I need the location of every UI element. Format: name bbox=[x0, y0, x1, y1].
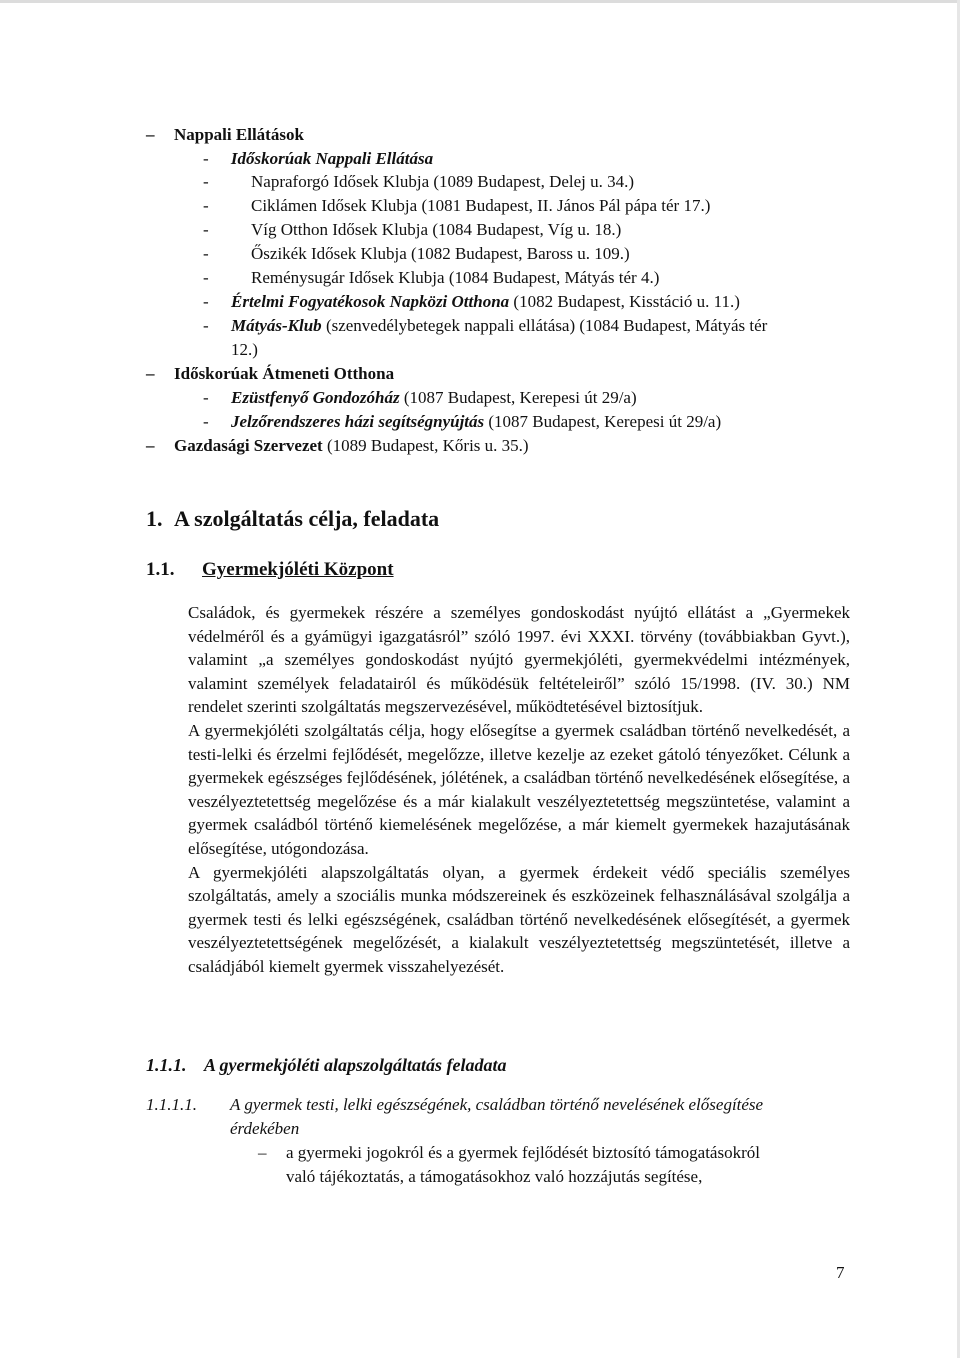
heading-number: 1.1.1.1. bbox=[146, 1095, 197, 1114]
list-item bbox=[203, 314, 768, 338]
institution-name: Mátyás-Klub bbox=[231, 316, 322, 335]
list-item-text bbox=[174, 434, 529, 458]
dash-bullet: - bbox=[203, 172, 209, 191]
subsection-idoskoruak-nappali bbox=[203, 147, 433, 171]
section-label: Gazdasági Szervezet bbox=[174, 436, 323, 455]
section-gazdasagi bbox=[146, 434, 529, 458]
list-item bbox=[203, 386, 637, 410]
heading-1 bbox=[146, 506, 439, 532]
heading-number: 1.1.1. bbox=[146, 1055, 187, 1075]
list-item-text: a gyermeki jogokról és a gyermek fejlődését biztosító támogatásokról bbox=[286, 1143, 760, 1162]
list-item bbox=[203, 218, 622, 242]
paragraph: A gyermekjóléti szolgáltatás célja, hogy elősegítse a gyermek családban történő nevelkedését, a testi-lelki és érzelmi fejlődését, megelőzze, illetve kezelje az ezeket gátoló tényezőket. Célunk a gyermekek egészséges fejlődésének, jólétének, a családban történő nevelkedésének elősegítése, a veszélyeztetettség megelőzése és a már kialakult veszélyeztetettség megszüntetése, valamint a gyermek családból történő kiemelésének megelőzése, a már kiemelt gyermekek hazajutásának elősegítése, utógondozása. bbox=[188, 720, 850, 858]
dash-bullet: - bbox=[203, 292, 209, 311]
subsection-title: Időskorúak Nappali Ellátása bbox=[230, 149, 434, 168]
list-item bbox=[258, 1141, 760, 1165]
dash-bullet: – bbox=[258, 1143, 267, 1162]
dash-bullet: - bbox=[203, 268, 209, 287]
heading-1-1-1-1 bbox=[146, 1093, 764, 1117]
dash-bullet: – bbox=[146, 436, 155, 455]
dash-bullet: - bbox=[203, 196, 209, 215]
heading-number: 1.1. bbox=[146, 559, 175, 580]
institution-name: Ezüstfenyő Gondozóház bbox=[231, 388, 400, 407]
list-item bbox=[203, 170, 635, 194]
section-atmeneti bbox=[146, 362, 395, 386]
list-item-text: Őszikék Idősek Klubja (1082 Budapest, Baross u. 109.) bbox=[251, 244, 630, 263]
institution-address: (1087 Budapest, Kerepesi út 29/a) bbox=[488, 412, 722, 431]
list-item bbox=[203, 410, 722, 434]
list-item bbox=[203, 290, 740, 314]
list-item bbox=[203, 242, 630, 266]
scan-edge bbox=[0, 0, 960, 3]
heading-title-continuation: érdekében bbox=[230, 1119, 300, 1138]
list-item bbox=[203, 194, 711, 218]
heading-title: A gyermekjóléti alapszolgáltatás feladata bbox=[204, 1055, 507, 1075]
institution-name: Értelmi Fogyatékosok Napközi Otthona bbox=[231, 292, 510, 311]
dash-bullet: - bbox=[203, 244, 209, 263]
section-nappali bbox=[146, 123, 304, 147]
paragraph: A gyermekjóléti alapszolgáltatás olyan, a gyermek érdekeit védő speciális személyes szolgáltatás, amely a szociális munka módszereinek és eszközeinek felhasználásával szolgálja a gyermek testi és lelki egészségének, családban történő nevelkedésének elősegítését, a gyermek veszélyeztetettségének megelőzését, a kialakult veszélyeztetettség megszüntetését, illetve a családjából kiemelt gyermek visszahelyezését. bbox=[188, 862, 850, 976]
list-item-continuation: való tájékoztatás, a támogatásokhoz való hozzájutás segítése, bbox=[286, 1167, 703, 1186]
institution-address: (1082 Budapest, Kisstáció u. 11.) bbox=[513, 292, 740, 311]
dash-bullet: – bbox=[146, 364, 155, 383]
heading-title: Gyermekjóléti Központ bbox=[202, 559, 394, 580]
section-label: Nappali Ellátások bbox=[174, 125, 304, 144]
list-item-text bbox=[231, 290, 740, 314]
list-item-text: Napraforgó Idősek Klubja (1089 Budapest, Delej u. 34.) bbox=[251, 172, 635, 191]
paragraph: Családok, és gyermekek részére a személyes gondoskodást nyújtó ellátást a „Gyermekek védelméről és a gyámügyi igazgatásról” szóló 1997. évi XXXI. törvény (továbbiakban Gyvt.), valamint „a személyes gondoskodást nyújtó gyermekjóléti, gyermekvédelmi intézmények, valamint személyek feladatairól és működésük feltételeiről” szóló 15/1998. (IV. 30.) NM rendelet szerinti szolgáltatás megszervezésével, működtetésével biztosítjuk. bbox=[188, 603, 850, 717]
dash-bullet: - bbox=[203, 220, 209, 239]
dash-bullet: – bbox=[146, 125, 155, 144]
heading-1-1 bbox=[146, 559, 394, 581]
list-item-text bbox=[231, 386, 637, 410]
list-item bbox=[203, 266, 660, 290]
list-item-text: Ciklámen Idősek Klubja (1081 Budapest, II. János Pál pápa tér 17.) bbox=[251, 196, 711, 215]
dash-bullet: - bbox=[203, 149, 209, 168]
institution-name: Jelzőrendszeres házi segítségnyújtás bbox=[231, 412, 485, 431]
body-text bbox=[188, 601, 850, 979]
page-number: 7 bbox=[836, 1263, 845, 1282]
heading-number: 1. bbox=[146, 506, 163, 531]
list-item-text bbox=[231, 314, 767, 338]
list-item-continuation: 12.) bbox=[231, 340, 258, 359]
dash-bullet: - bbox=[203, 316, 209, 335]
institution-address: (szenvedélybetegek nappali ellátása) (1084 Budapest, Mátyás tér bbox=[325, 316, 768, 335]
list-item-text: Víg Otthon Idősek Klubja (1084 Budapest, Víg u. 18.) bbox=[251, 220, 622, 239]
heading-title: A gyermek testi, lelki egészségének, családban történő nevelésének elősegítése bbox=[230, 1095, 764, 1114]
list-item-text bbox=[231, 410, 721, 434]
institution-address: (1087 Budapest, Kerepesi út 29/a) bbox=[403, 388, 637, 407]
section-label: Időskorúak Átmeneti Otthona bbox=[174, 364, 395, 383]
dash-bullet: - bbox=[203, 388, 209, 407]
dash-bullet: - bbox=[203, 412, 209, 431]
institution-address: (1089 Budapest, Kőris u. 35.) bbox=[326, 436, 529, 455]
heading-title: A szolgáltatás célja, feladata bbox=[174, 506, 440, 531]
heading-1-1-1 bbox=[146, 1053, 507, 1077]
list-item-text: Reménysugár Idősek Klubja (1084 Budapest, Mátyás tér 4.) bbox=[251, 268, 660, 287]
